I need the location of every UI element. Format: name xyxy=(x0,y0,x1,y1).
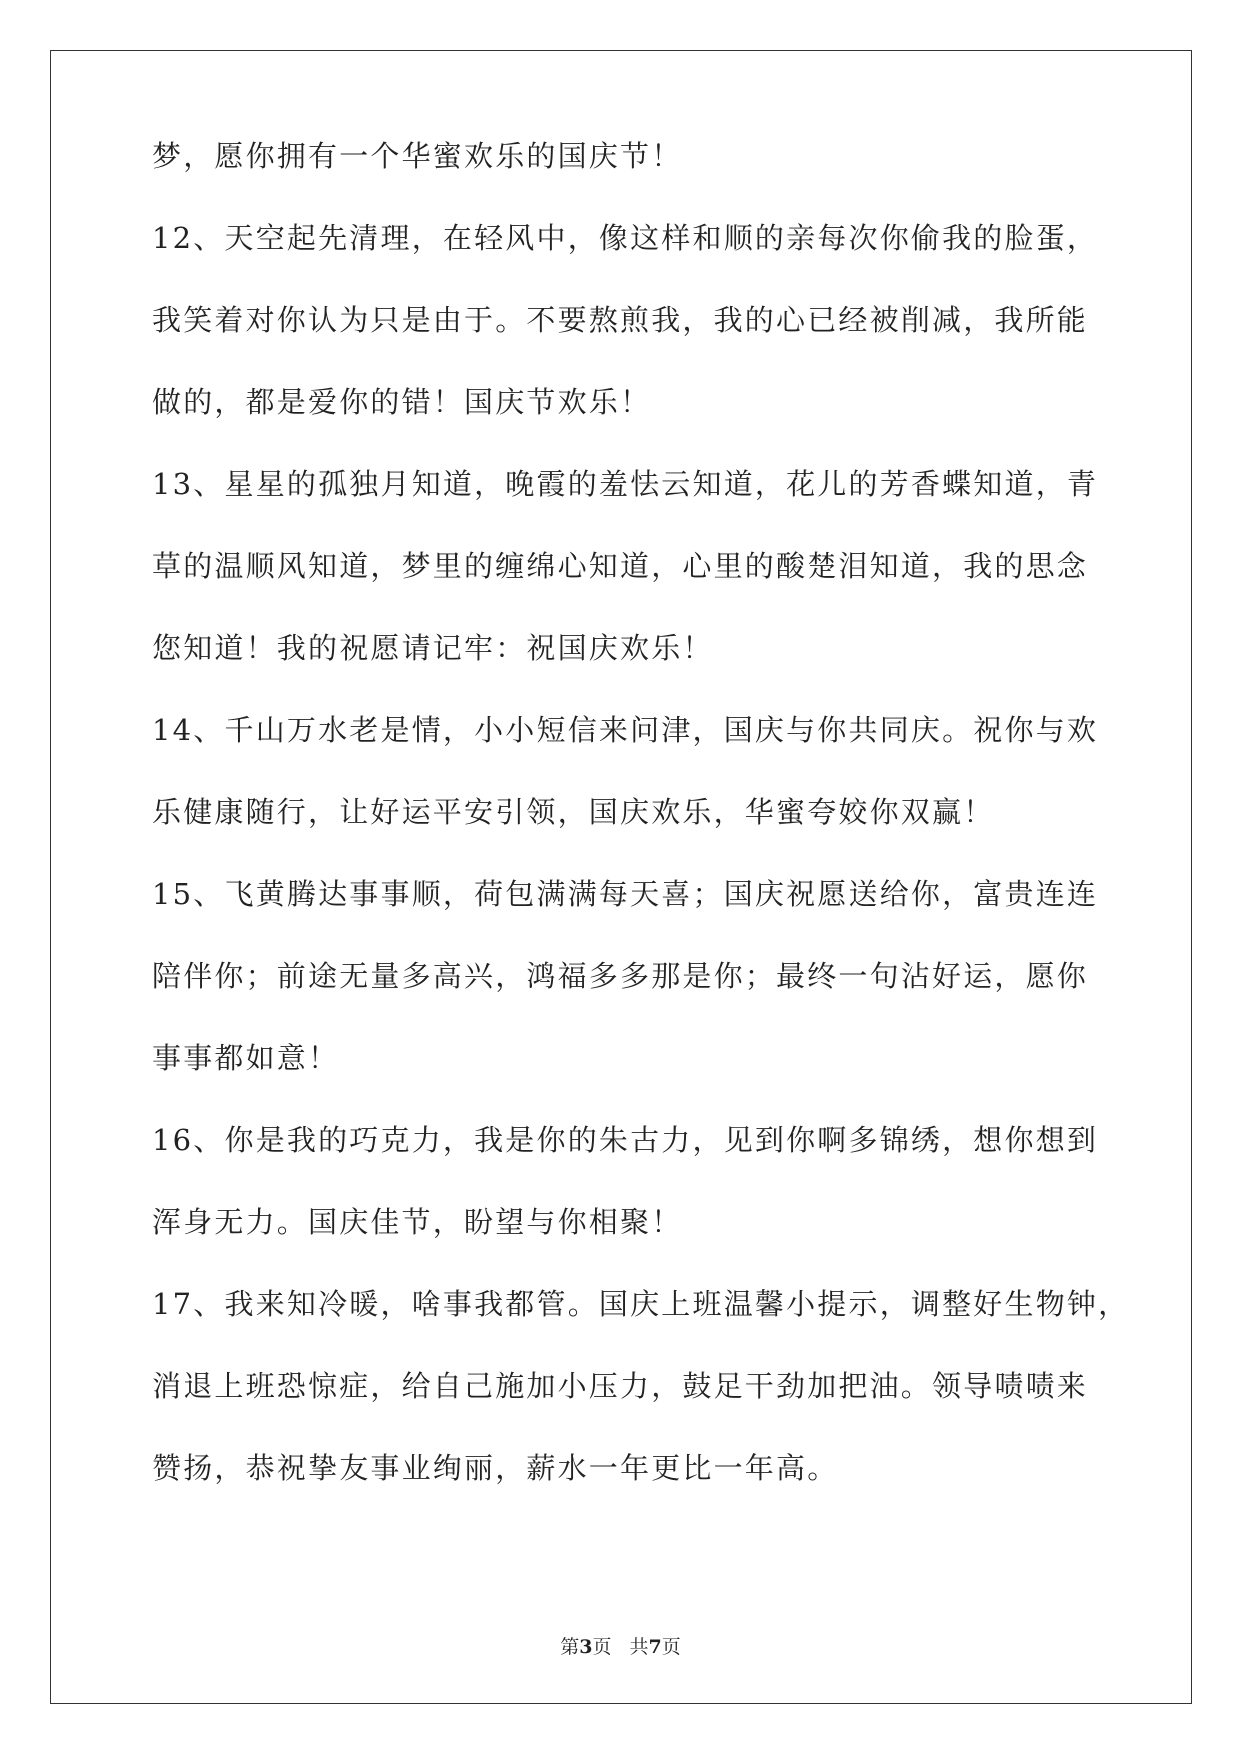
total-prefix: 共 xyxy=(629,1636,649,1658)
page-footer xyxy=(0,1632,1241,1659)
page-suffix: 页 xyxy=(592,1636,612,1658)
page-prefix: 第 xyxy=(560,1636,580,1658)
text-line: 我笑着对你认为只是由于。不要熬煎我，我的心已经被削减，我所能 xyxy=(152,303,1089,337)
text-line: 乐健康随行，让好运平安引领，国庆欢乐，华蜜夸姣你双赢！ xyxy=(152,795,995,829)
total-pages: 7 xyxy=(648,1636,662,1658)
text-line: 13、星星的孤独月知道，晚霞的羞怯云知道，花儿的芳香蝶知道，青 xyxy=(152,467,1099,501)
text-line: 14、千山万水老是情，小小短信来问津，国庆与你共同庆。祝你与欢 xyxy=(152,713,1099,747)
text-line: 您知道！我的祝愿请记牢：祝国庆欢乐！ xyxy=(152,631,714,665)
text-line: 梦，愿你拥有一个华蜜欢乐的国庆节！ xyxy=(152,139,683,173)
document-body xyxy=(152,139,1130,1509)
text-line: 16、你是我的巧克力，我是你的朱古力，见到你啊多锦绣，想你想到 xyxy=(152,1123,1099,1157)
text-line: 做的，都是爱你的错！国庆节欢乐！ xyxy=(152,385,652,419)
text-line: 赞扬，恭祝挚友事业绚丽，薪水一年更比一年高。 xyxy=(152,1451,839,1485)
text-line: 草的温顺风知道，梦里的缠绵心知道，心里的酸楚泪知道，我的思念 xyxy=(152,549,1089,583)
text-line: 事事都如意！ xyxy=(152,1041,340,1075)
text-line: 15、飞黄腾达事事顺，荷包满满每天喜；国庆祝愿送给你，富贵连连 xyxy=(152,877,1099,911)
text-line: 12、天空起先清理，在轻风中，像这样和顺的亲每次你偷我的脸蛋， xyxy=(152,221,1099,255)
page-number: 3 xyxy=(579,1636,593,1658)
text-line: 消退上班恐惊症，给自己施加小压力，鼓足干劲加把油。领导啧啧来 xyxy=(152,1369,1089,1403)
text-line: 17、我来知冷暖，啥事我都管。国庆上班温馨小提示，调整好生物钟， xyxy=(152,1287,1130,1321)
text-line: 浑身无力。国庆佳节，盼望与你相聚！ xyxy=(152,1205,683,1239)
text-line: 陪伴你；前途无量多高兴，鸿福多多那是你；最终一句沾好运，愿你 xyxy=(152,959,1089,993)
total-suffix: 页 xyxy=(661,1636,681,1658)
